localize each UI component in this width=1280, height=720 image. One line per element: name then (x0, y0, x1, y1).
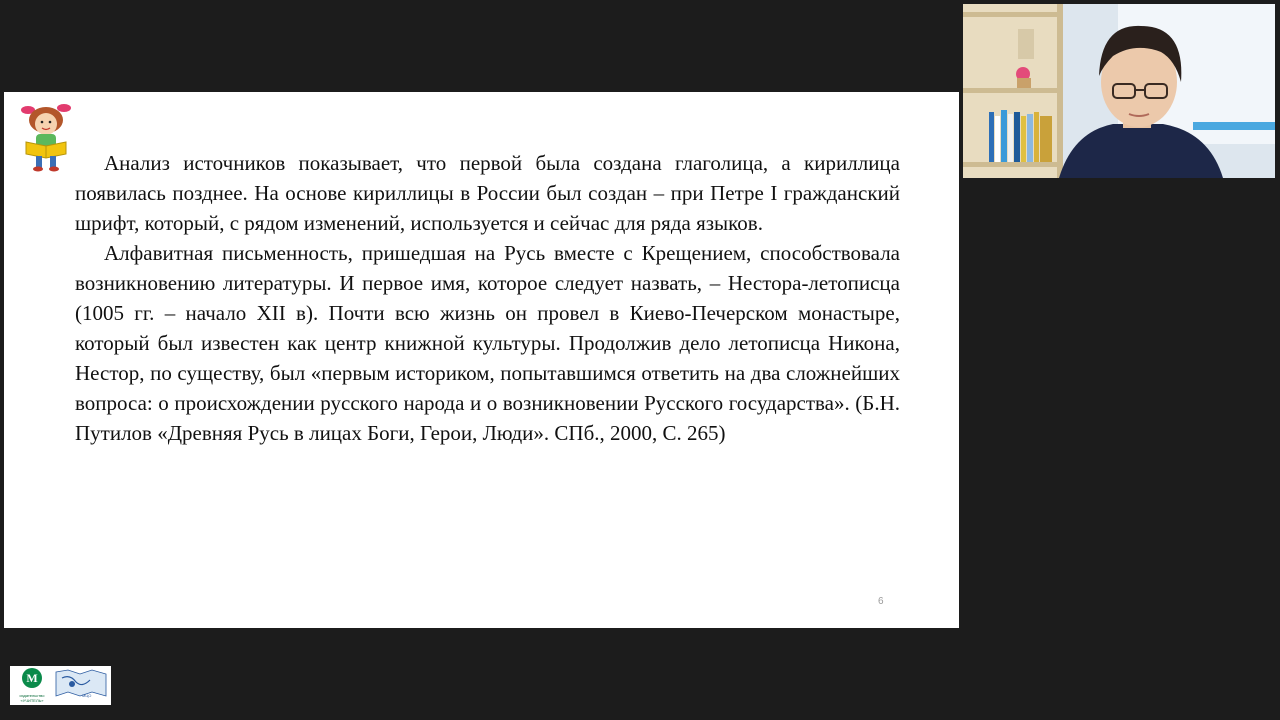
presenter-video-feed (963, 4, 1275, 178)
svg-text:М: М (26, 671, 38, 685)
publisher-logo (10, 666, 111, 705)
paragraph-1: Анализ источников показывает, что первой была создана глаголица, а кириллица появилась позднее. На основе кириллицы в России был создан – при Петре I гражданский шрифт, который, с рядом изменений, используется и сейчас для ряда языков. (75, 151, 900, 235)
girl-reading-book-icon (14, 100, 76, 172)
presenter-webcam-feed (963, 4, 1275, 178)
publisher-secondary-label: МЦО (82, 693, 92, 698)
slide-body-text (75, 148, 900, 448)
presentation-slide (4, 92, 959, 628)
slide-page-number: 6 (878, 596, 884, 607)
publisher-name: издательство «УЧИТЕЛЬ» (19, 693, 45, 703)
paragraph-2: Алфавитная письменность, пришедшая на Русь вместе с Крещением, способствовала возникновению литературы. И первое имя, которое следует назвать, – Нестора-летописца (1005 гг. – начало XII в). Почти всю жизнь он провел в Киево-Печерском монастыре, который был известен как центр книжной культуры. Продолжив дело летописца Никона, Нестор, по существу, был «первым историком, попытавшимся ответить на два сложнейших вопроса: о происхождении русского народа и о возникновении Русского государства». (Б.Н. Путилов «Древняя Русь в лицах Боги, Герои, Люди». СПб., 2000, С. 265) (75, 241, 900, 445)
